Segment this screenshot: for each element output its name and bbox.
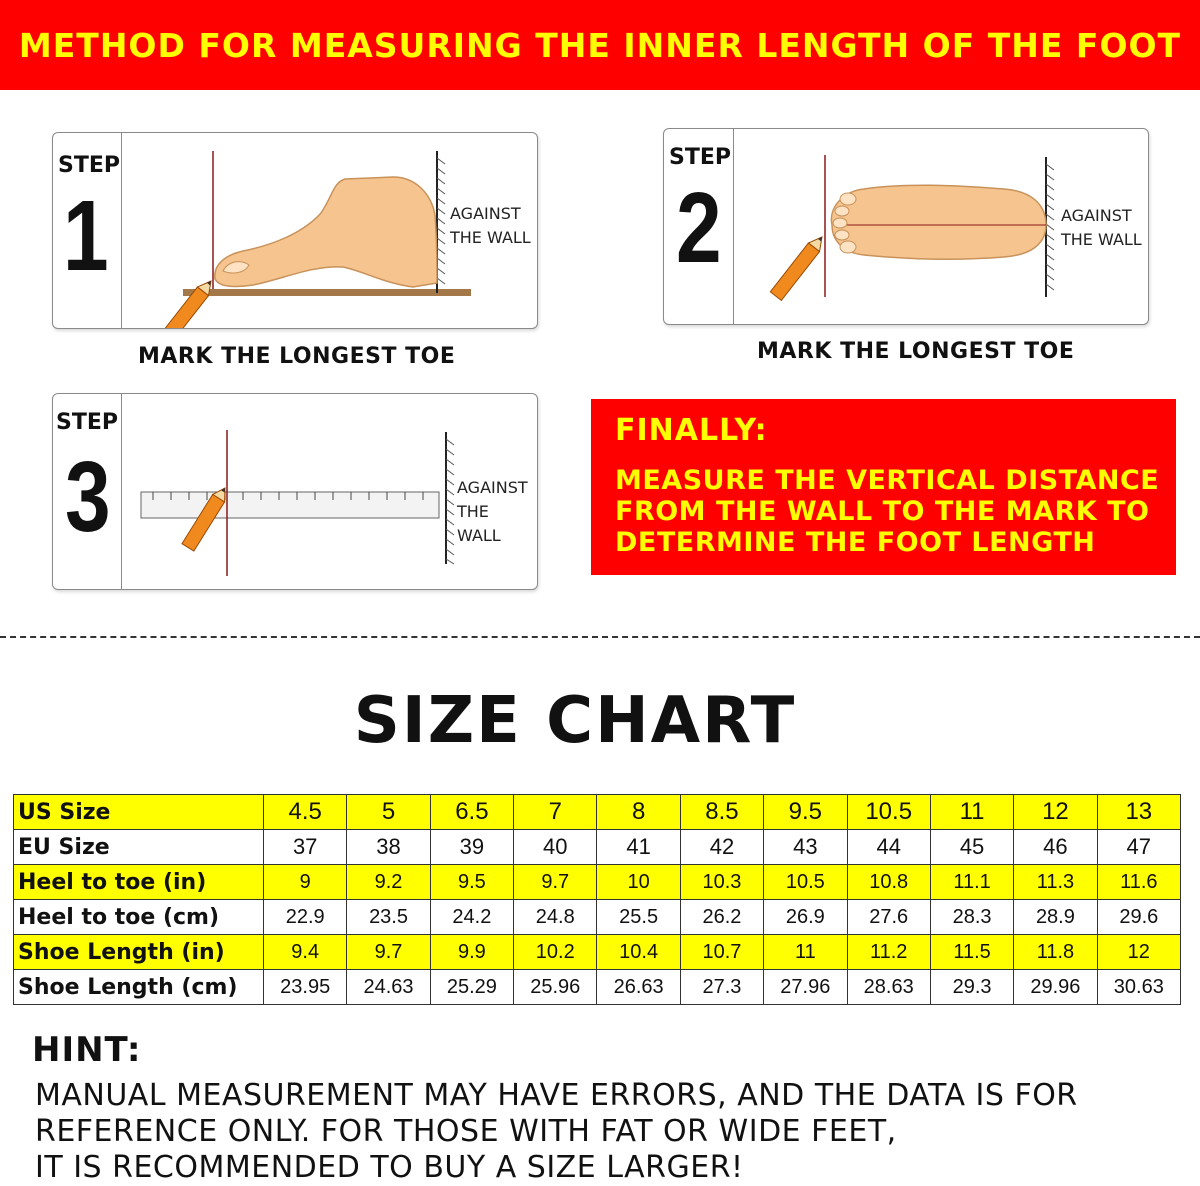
table-cell: 37 — [264, 830, 347, 865]
step-2-word: STEP — [669, 145, 732, 170]
table-cell: 11.8 — [1014, 935, 1097, 970]
table-cell: 11.6 — [1097, 865, 1180, 900]
row-label: Shoe Length (in) — [14, 935, 264, 970]
table-cell: 6.5 — [430, 795, 513, 830]
table-cell: 10.5 — [764, 865, 847, 900]
step-3-word: STEP — [56, 410, 119, 435]
table-row — [14, 830, 1181, 865]
step-3-panel — [52, 393, 538, 590]
section-divider — [0, 636, 1200, 638]
table-cell: 26.2 — [680, 900, 763, 935]
row-label: Heel to toe (cm) — [14, 900, 264, 935]
table-row — [14, 900, 1181, 935]
final-title: FINALLY: — [615, 413, 768, 448]
hint-text: MANUAL MEASUREMENT MAY HAVE ERRORS, AND THE DATA IS FOR REFERENCE ONLY. FOR THOSE WITH FAT OR WIDE FEET, IT IS RECOMMENDED TO BUY A SIZE LARGER! — [35, 1078, 1078, 1185]
table-cell: 28.3 — [930, 900, 1013, 935]
table-cell: 24.63 — [347, 970, 430, 1005]
table-cell: 41 — [597, 830, 680, 865]
size-chart-title: SIZE CHART — [353, 684, 797, 758]
table-cell: 8.5 — [680, 795, 763, 830]
step-1-panel — [52, 132, 538, 329]
table-cell: 10.8 — [847, 865, 930, 900]
table-cell: 27.3 — [680, 970, 763, 1005]
table-cell: 12 — [1014, 795, 1097, 830]
table-cell: 9.7 — [347, 935, 430, 970]
table-cell: 10 — [597, 865, 680, 900]
table-cell: 24.8 — [514, 900, 597, 935]
table-cell: 23.5 — [347, 900, 430, 935]
table-cell: 28.63 — [847, 970, 930, 1005]
row-label: EU Size — [14, 830, 264, 865]
table-cell: 25.29 — [430, 970, 513, 1005]
table-cell: 43 — [764, 830, 847, 865]
step-1-wall-label: AGAINST THE WALL — [450, 204, 531, 247]
step-2-caption: MARK THE LONGEST TOE — [757, 339, 1075, 364]
table-cell: 30.63 — [1097, 970, 1180, 1005]
row-label: Heel to toe (in) — [14, 865, 264, 900]
table-cell: 25.96 — [514, 970, 597, 1005]
size-chart-table — [13, 794, 1181, 1005]
step-1-number: 1 — [63, 180, 109, 292]
table-cell: 9.4 — [264, 935, 347, 970]
table-row — [14, 970, 1181, 1005]
step-3-wall-label: AGAINST THE WALL — [457, 478, 528, 545]
banner-title: METHOD FOR MEASURING THE INNER LENGTH OF THE FOOT — [18, 26, 1182, 65]
row-label: US Size — [14, 795, 264, 830]
table-cell: 47 — [1097, 830, 1180, 865]
final-instruction-box — [591, 399, 1176, 575]
table-cell: 45 — [930, 830, 1013, 865]
final-text: MEASURE THE VERTICAL DISTANCE FROM THE WALL TO THE MARK TO DETERMINE THE FOOT LENGTH — [615, 465, 1160, 558]
table-cell: 27.6 — [847, 900, 930, 935]
table-cell: 11.5 — [930, 935, 1013, 970]
table-row — [14, 795, 1181, 830]
table-cell: 39 — [430, 830, 513, 865]
table-cell: 9 — [264, 865, 347, 900]
table-cell: 10.2 — [514, 935, 597, 970]
table-cell: 27.96 — [764, 970, 847, 1005]
table-cell: 11 — [930, 795, 1013, 830]
table-cell: 10.5 — [847, 795, 930, 830]
table-cell: 5 — [347, 795, 430, 830]
table-cell: 29.96 — [1014, 970, 1097, 1005]
hint-title: HINT: — [32, 1030, 142, 1070]
step-2-number: 2 — [676, 172, 722, 284]
table-cell: 28.9 — [1014, 900, 1097, 935]
table-cell: 9.5 — [764, 795, 847, 830]
table-cell: 4.5 — [264, 795, 347, 830]
table-cell: 25.5 — [597, 900, 680, 935]
table-cell: 8 — [597, 795, 680, 830]
table-cell: 46 — [1014, 830, 1097, 865]
table-cell: 42 — [680, 830, 763, 865]
table-cell: 23.95 — [264, 970, 347, 1005]
table-cell: 29.6 — [1097, 900, 1180, 935]
table-cell: 10.3 — [680, 865, 763, 900]
table-row — [14, 865, 1181, 900]
table-cell: 26.63 — [597, 970, 680, 1005]
table-cell: 26.9 — [764, 900, 847, 935]
step-1-word: STEP — [58, 153, 121, 178]
table-cell: 9.5 — [430, 865, 513, 900]
table-cell: 22.9 — [264, 900, 347, 935]
table-row — [14, 935, 1181, 970]
table-cell: 40 — [514, 830, 597, 865]
table-cell: 29.3 — [930, 970, 1013, 1005]
table-cell: 38 — [347, 830, 430, 865]
step-3-number: 3 — [65, 441, 111, 553]
step-1-caption: MARK THE LONGEST TOE — [138, 344, 456, 369]
table-cell: 11.2 — [847, 935, 930, 970]
table-cell: 9.9 — [430, 935, 513, 970]
table-cell: 10.4 — [597, 935, 680, 970]
table-cell: 12 — [1097, 935, 1180, 970]
table-cell: 9.7 — [514, 865, 597, 900]
table-cell: 11.1 — [930, 865, 1013, 900]
step-2-wall-label: AGAINST THE WALL — [1061, 206, 1142, 249]
table-cell: 44 — [847, 830, 930, 865]
table-cell: 13 — [1097, 795, 1180, 830]
table-cell: 24.2 — [430, 900, 513, 935]
row-label: Shoe Length (cm) — [14, 970, 264, 1005]
table-cell: 11.3 — [1014, 865, 1097, 900]
table-cell: 7 — [514, 795, 597, 830]
step-2-panel — [663, 128, 1149, 325]
table-cell: 10.7 — [680, 935, 763, 970]
table-cell: 11 — [764, 935, 847, 970]
table-cell: 9.2 — [347, 865, 430, 900]
